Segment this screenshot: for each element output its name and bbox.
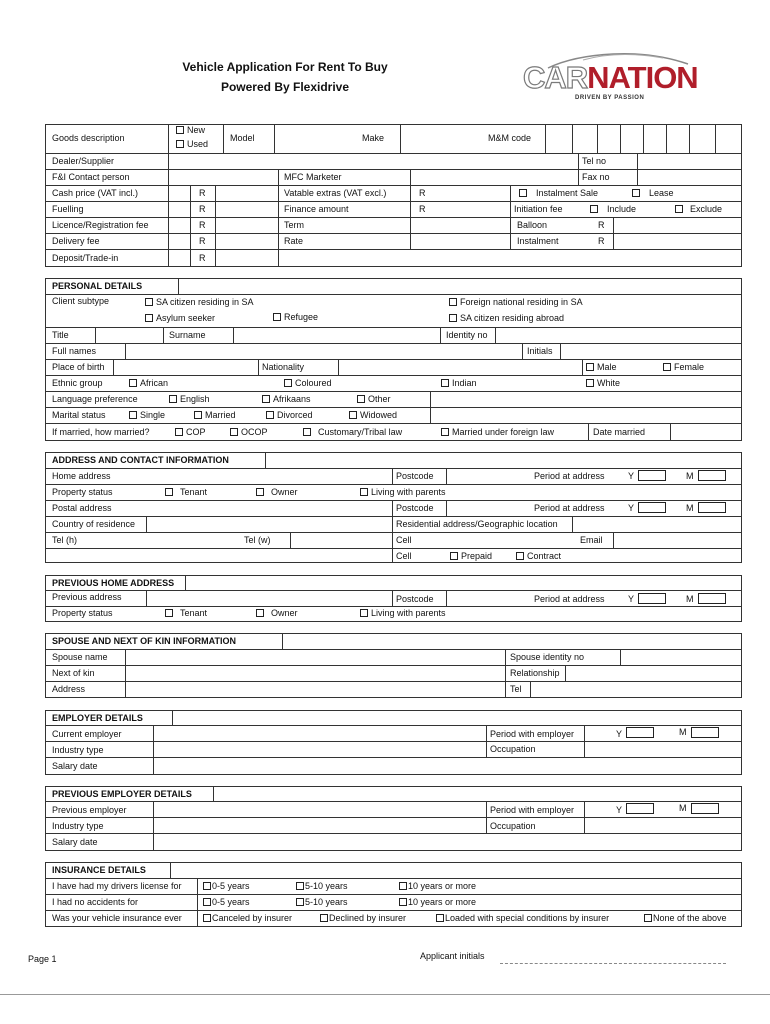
rate-label: Rate: [284, 236, 304, 246]
mm-code-label: M&M code: [488, 133, 532, 143]
fax-no-label: Fax no: [582, 172, 610, 182]
salary-date-label: Salary date: [52, 837, 98, 847]
refugee-checkbox[interactable]: [273, 313, 281, 321]
lease-label: Lease: [649, 188, 674, 198]
accidents-10-label: 10 years or more: [408, 897, 477, 907]
living-with-parents-checkbox[interactable]: [360, 609, 368, 617]
owner-option[interactable]: [256, 608, 298, 619]
tenant-label: Tenant: [180, 608, 208, 618]
accidents-0-5-option[interactable]: [203, 897, 250, 908]
cancelled-checkbox[interactable]: [203, 914, 211, 922]
years-label: Y: [616, 729, 623, 739]
asylum-label: Asylum seeker: [156, 313, 216, 323]
r-symbol: R: [199, 236, 206, 246]
months-input[interactable]: [698, 593, 726, 604]
property-status-label: Property status: [52, 608, 113, 618]
other-option[interactable]: [357, 394, 391, 405]
afrikaans-option[interactable]: [262, 394, 311, 405]
postcode-label: Postcode: [396, 471, 434, 481]
logo-nation: NATION: [587, 60, 698, 95]
cash-price-label: Cash price (VAT incl.): [52, 188, 139, 198]
initials-label: Initials: [527, 346, 553, 356]
vatable-extras-label: Vatable extras (VAT excl.): [284, 188, 387, 198]
logo-wordmark: [523, 62, 698, 94]
licence-10-checkbox[interactable]: [399, 882, 407, 890]
date-married-label: Date married: [593, 427, 646, 437]
r-symbol: R: [199, 188, 206, 198]
used-label: Used: [187, 139, 209, 149]
none-option[interactable]: [644, 913, 727, 924]
accidents-0-5-label: 0-5 years: [212, 897, 250, 907]
years-input[interactable]: [638, 593, 666, 604]
identity-no-label: Identity no: [446, 330, 488, 340]
male-checkbox[interactable]: [586, 363, 594, 371]
spouse-tel-label: Tel: [510, 684, 522, 694]
other-label: Other: [368, 394, 391, 404]
period-at-address-label: Period at address: [534, 594, 605, 604]
address-heading: ADDRESS AND CONTACT INFORMATION: [52, 455, 229, 465]
african-checkbox[interactable]: [129, 379, 137, 387]
english-option[interactable]: [169, 394, 210, 405]
married-option[interactable]: [194, 410, 236, 421]
cop-label: COP: [186, 427, 206, 437]
male-option[interactable]: [586, 362, 617, 373]
tel-no-label: Tel no: [582, 156, 607, 166]
fuelling-label: Fuelling: [52, 204, 84, 214]
living-with-parents-label: Living with parents: [371, 608, 446, 618]
applicant-initials-line[interactable]: [500, 963, 726, 964]
years-input[interactable]: [638, 470, 666, 481]
months-input[interactable]: [691, 803, 719, 814]
full-names-label: Full names: [52, 346, 97, 356]
how-married-label: If married, how married?: [52, 427, 150, 437]
months-label: M: [686, 503, 694, 513]
period-with-employer-label: Period with employer: [490, 805, 575, 815]
owner-checkbox[interactable]: [256, 488, 264, 496]
english-checkbox[interactable]: [169, 395, 177, 403]
delivery-fee-label: Delivery fee: [52, 236, 100, 246]
indian-checkbox[interactable]: [441, 379, 449, 387]
deposit-label: Deposit/Trade-in: [52, 253, 119, 263]
industry-type-label: Industry type: [52, 821, 104, 831]
licence-5-10-option[interactable]: [296, 881, 348, 892]
period-at-address-label: Period at address: [534, 503, 605, 513]
sa-abroad-option[interactable]: [449, 313, 564, 324]
contract-checkbox[interactable]: [516, 552, 524, 560]
exclude-label: Exclude: [690, 204, 723, 214]
licence-0-5-label: 0-5 years: [212, 881, 250, 891]
sa-citizen-label: SA citizen residing in SA: [156, 297, 254, 307]
years-input[interactable]: [638, 502, 666, 513]
include-label: Include: [607, 204, 637, 214]
licence-10-option[interactable]: [399, 881, 476, 892]
foreign-law-label: Married under foreign law: [452, 427, 555, 437]
female-label: Female: [674, 362, 705, 372]
cell-label: Cell: [396, 551, 412, 561]
logo-car: CAR: [523, 60, 588, 95]
sa-abroad-checkbox[interactable]: [449, 314, 457, 322]
tenant-checkbox[interactable]: [165, 609, 173, 617]
accidents-5-10-checkbox[interactable]: [296, 898, 304, 906]
insurance-ever-label: Was your vehicle insurance ever: [52, 913, 182, 923]
nationality-label: Nationality: [262, 362, 305, 372]
dealer-label: Dealer/Supplier: [52, 156, 115, 166]
accidents-10-checkbox[interactable]: [399, 898, 407, 906]
male-label: Male: [597, 362, 617, 372]
single-label: Single: [140, 410, 166, 420]
no-accidents-label: I had no accidents for: [52, 897, 139, 907]
tenant-label: Tenant: [180, 487, 208, 497]
white-checkbox[interactable]: [586, 379, 594, 387]
white-label: White: [597, 378, 621, 388]
years-label: Y: [628, 471, 635, 481]
single-option[interactable]: [129, 410, 165, 421]
title-label: Title: [52, 330, 69, 340]
previous-employer-label: Previous employer: [52, 805, 127, 815]
african-label: African: [140, 378, 169, 388]
form-title: Vehicle Application For Rent To Buy: [182, 60, 388, 74]
years-label: Y: [616, 805, 623, 815]
r-symbol: R: [598, 236, 605, 246]
licence-0-5-checkbox[interactable]: [203, 882, 211, 890]
r-symbol: R: [419, 188, 426, 198]
loaded-label: Loaded with special conditions by insurer: [445, 913, 610, 923]
divorced-option[interactable]: [266, 410, 313, 421]
widowed-label: Widowed: [360, 410, 398, 420]
accidents-0-5-checkbox[interactable]: [203, 898, 211, 906]
foreign-law-checkbox[interactable]: [441, 428, 449, 436]
next-of-kin-label: Next of kin: [52, 668, 95, 678]
exclude-option[interactable]: [675, 204, 722, 215]
include-checkbox[interactable]: [590, 205, 598, 213]
industry-type-label: Industry type: [52, 745, 104, 755]
months-label: M: [679, 803, 687, 813]
r-symbol: R: [199, 204, 206, 214]
divorced-checkbox[interactable]: [266, 411, 274, 419]
living-with-parents-option[interactable]: [360, 608, 446, 619]
owner-label: Owner: [271, 608, 298, 618]
page-number: Page 1: [28, 954, 57, 964]
declined-label: Declined by insurer: [329, 913, 407, 923]
declined-option[interactable]: [320, 913, 406, 924]
model-label: Model: [230, 133, 255, 143]
marital-status-label: Marital status: [52, 410, 106, 420]
spouse-name-label: Spouse name: [52, 652, 108, 662]
occupation-label: Occupation: [490, 744, 536, 754]
postcode-label: Postcode: [396, 503, 434, 513]
refugee-label: Refugee: [284, 312, 319, 322]
finance-amount-label: Finance amount: [284, 204, 349, 214]
term-label: Term: [284, 220, 304, 230]
cop-checkbox[interactable]: [175, 428, 183, 436]
declined-checkbox[interactable]: [320, 914, 328, 922]
r-symbol: R: [199, 220, 206, 230]
tel-w-label: Tel (w): [244, 535, 271, 545]
coloured-checkbox[interactable]: [284, 379, 292, 387]
none-label: None of the above: [653, 913, 727, 923]
years-input[interactable]: [626, 727, 654, 738]
carnation-logo: [523, 50, 718, 108]
email-label: Email: [580, 535, 603, 545]
single-checkbox[interactable]: [129, 411, 137, 419]
licence-0-5-option[interactable]: [203, 881, 250, 892]
afrikaans-label: Afrikaans: [273, 394, 311, 404]
instalment-sale-option[interactable]: [519, 188, 598, 199]
foreign-national-label: Foreign national residing in SA: [460, 297, 583, 307]
living-with-parents-label: Living with parents: [371, 487, 446, 497]
accidents-5-10-option[interactable]: [296, 897, 348, 908]
asylum-option[interactable]: [145, 313, 215, 324]
contract-label: Contract: [527, 551, 562, 561]
customary-option[interactable]: [303, 427, 402, 438]
surname-label: Surname: [169, 330, 206, 340]
years-label: Y: [628, 594, 635, 604]
ocop-checkbox[interactable]: [230, 428, 238, 436]
owner-checkbox[interactable]: [256, 609, 264, 617]
married-label: Married: [205, 410, 236, 420]
instalment-label: Instalment: [517, 236, 559, 246]
prepaid-label: Prepaid: [461, 551, 493, 561]
coloured-option[interactable]: [284, 378, 332, 389]
new-option[interactable]: [176, 125, 205, 136]
female-option[interactable]: [663, 362, 704, 373]
licence-for-label: I have had my drivers license for: [52, 881, 182, 891]
loaded-option[interactable]: [436, 913, 609, 924]
r-symbol: R: [199, 253, 206, 263]
residential-geo-label: Residential address/Geographic location: [396, 519, 558, 529]
country-label: Country of residence: [52, 519, 136, 529]
widowed-checkbox[interactable]: [349, 411, 357, 419]
asylum-checkbox[interactable]: [145, 314, 153, 322]
sa-abroad-label: SA citizen residing abroad: [460, 313, 565, 323]
spouse-heading: SPOUSE AND NEXT OF KIN INFORMATION: [52, 636, 237, 646]
accidents-5-10-label: 5-10 years: [305, 897, 348, 907]
prepaid-checkbox[interactable]: [450, 552, 458, 560]
exclude-checkbox[interactable]: [675, 205, 683, 213]
place-of-birth-label: Place of birth: [52, 362, 105, 372]
months-label: M: [686, 471, 694, 481]
licence-5-10-checkbox[interactable]: [296, 882, 304, 890]
sa-citizen-option[interactable]: [145, 297, 254, 308]
foreign-national-option[interactable]: [449, 297, 583, 308]
refugee-option[interactable]: [273, 312, 318, 323]
postal-address-label: Postal address: [52, 503, 112, 513]
afrikaans-checkbox[interactable]: [262, 395, 270, 403]
occupation-label: Occupation: [490, 821, 536, 831]
white-option[interactable]: [586, 378, 620, 389]
page-divider: [0, 994, 770, 995]
used-option[interactable]: [176, 139, 208, 150]
r-symbol: R: [419, 204, 426, 214]
licence-5-10-label: 5-10 years: [305, 881, 348, 891]
used-checkbox[interactable]: [176, 140, 184, 148]
form-subtitle: Powered By Flexidrive: [220, 80, 350, 94]
prepaid-option[interactable]: [450, 551, 492, 562]
spouse-id-label: Spouse identity no: [510, 652, 585, 662]
new-label: New: [187, 125, 206, 135]
mfc-marketer-label: MFC Marketer: [284, 172, 342, 182]
months-label: M: [686, 594, 694, 604]
property-status-label: Property status: [52, 487, 113, 497]
years-input[interactable]: [626, 803, 654, 814]
english-label: English: [180, 394, 210, 404]
sa-citizen-checkbox[interactable]: [145, 298, 153, 306]
home-address-label: Home address: [52, 471, 111, 481]
foreign-law-option[interactable]: [441, 427, 554, 438]
goods-description-label: Goods description: [52, 133, 125, 143]
owner-option[interactable]: [256, 487, 298, 498]
african-option[interactable]: [129, 378, 168, 389]
months-label: M: [679, 727, 687, 737]
applicant-initials-label: Applicant initials: [420, 951, 485, 961]
none-checkbox[interactable]: [644, 914, 652, 922]
living-with-parents-checkbox[interactable]: [360, 488, 368, 496]
contract-option[interactable]: [516, 551, 561, 562]
ocop-label: OCOP: [241, 427, 268, 437]
r-symbol: R: [598, 220, 605, 230]
fi-contact-label: F&I Contact person: [52, 172, 130, 182]
indian-option[interactable]: [441, 378, 477, 389]
living-with-parents-option[interactable]: [360, 487, 446, 498]
logo-tagline: DRIVEN BY PASSION: [575, 95, 645, 101]
loaded-checkbox[interactable]: [436, 914, 444, 922]
previous-address-label: Previous address: [52, 592, 122, 602]
period-with-employer-label: Period with employer: [490, 729, 575, 739]
instalment-sale-checkbox[interactable]: [519, 189, 527, 197]
accidents-10-option[interactable]: [399, 897, 476, 908]
female-checkbox[interactable]: [663, 363, 671, 371]
tenant-option[interactable]: [165, 487, 207, 498]
lease-option[interactable]: [632, 188, 674, 199]
postcode-label: Postcode: [396, 594, 434, 604]
cell-label: Cell: [396, 535, 412, 545]
language-label: Language preference: [52, 394, 138, 404]
tenant-checkbox[interactable]: [165, 488, 173, 496]
relationship-label: Relationship: [510, 668, 560, 678]
foreign-national-checkbox[interactable]: [449, 298, 457, 306]
coloured-label: Coloured: [295, 378, 332, 388]
make-label: Make: [362, 133, 385, 143]
customary-checkbox[interactable]: [303, 428, 311, 436]
client-subtype-label: Client subtype: [52, 296, 110, 306]
divorced-label: Divorced: [277, 410, 313, 420]
tel-h-label: Tel (h): [52, 535, 78, 545]
months-input[interactable]: [698, 502, 726, 513]
employer-section: [45, 710, 742, 775]
ethnic-group-label: Ethnic group: [52, 378, 103, 388]
years-label: Y: [628, 503, 635, 513]
initiation-fee-label: Initiation fee: [514, 204, 563, 214]
licence-fee-label: Licence/Registration fee: [52, 220, 149, 230]
cancelled-label: Canceled by insurer: [212, 913, 293, 923]
indian-label: Indian: [452, 378, 477, 388]
widowed-option[interactable]: [349, 410, 397, 421]
months-input[interactable]: [698, 470, 726, 481]
owner-label: Owner: [271, 487, 298, 497]
current-employer-label: Current employer: [52, 729, 122, 739]
tenant-option[interactable]: [165, 608, 207, 619]
cancelled-option[interactable]: [203, 913, 292, 924]
cop-option[interactable]: [175, 427, 206, 438]
period-at-address-label: Period at address: [534, 471, 605, 481]
licence-10-label: 10 years or more: [408, 881, 477, 891]
customary-label: Customary/Tribal law: [318, 427, 403, 437]
new-checkbox[interactable]: [176, 126, 184, 134]
spouse-address-label: Address: [52, 684, 86, 694]
personal-details-heading: PERSONAL DETAILS: [52, 281, 143, 291]
balloon-label: Balloon: [517, 220, 548, 230]
lease-checkbox[interactable]: [632, 189, 640, 197]
include-option[interactable]: [590, 204, 636, 215]
insurance-heading: INSURANCE DETAILS: [52, 865, 146, 875]
months-input[interactable]: [691, 727, 719, 738]
employer-heading: EMPLOYER DETAILS: [52, 713, 143, 723]
previous-home-heading: PREVIOUS HOME ADDRESS: [52, 578, 175, 588]
other-checkbox[interactable]: [357, 395, 365, 403]
instalment-sale-label: Instalment Sale: [536, 188, 599, 198]
ocop-option[interactable]: [230, 427, 268, 438]
salary-date-label: Salary date: [52, 761, 98, 771]
previous-employer-heading: PREVIOUS EMPLOYER DETAILS: [52, 789, 192, 799]
married-checkbox[interactable]: [194, 411, 202, 419]
